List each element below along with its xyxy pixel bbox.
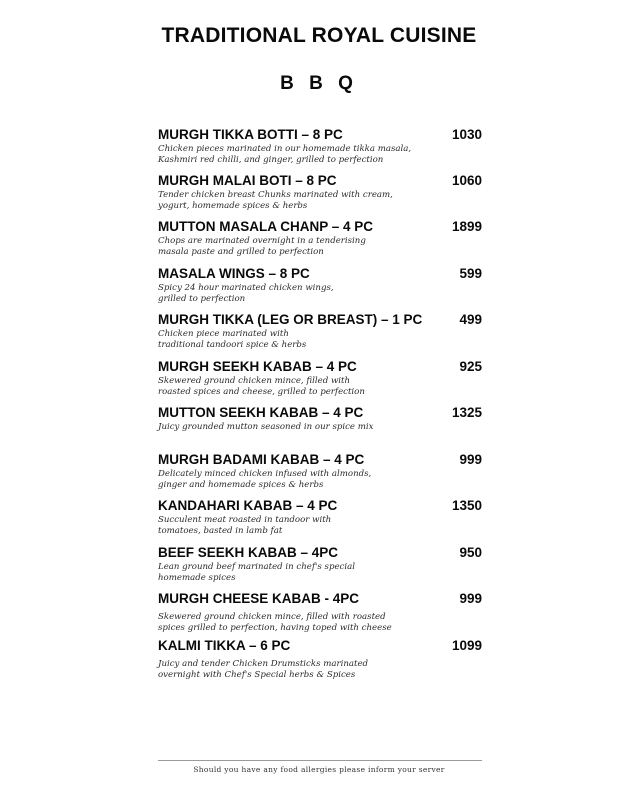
menu-item-price: 499 <box>459 312 482 327</box>
menu-item-description: Spicy 24 hour marinated chicken wings, grilled to perfection <box>158 283 334 304</box>
menu-item-price: 599 <box>459 266 482 281</box>
menu-item-price: 1030 <box>451 127 482 142</box>
menu-item <box>158 266 482 305</box>
menu-item-name: BEEF SEEKH KABAB – 4PC <box>158 545 339 560</box>
menu-item-name: MURGH CHEESE KABAB - 4PC <box>158 591 360 606</box>
menu-item-description: Chicken piece marinated with traditional tandoori spice & herbs <box>158 329 307 350</box>
menu-item <box>158 498 482 537</box>
menu-item-price: 1899 <box>451 219 482 234</box>
menu-item-name: MASALA WINGS – 8 PC <box>158 266 310 281</box>
menu-item-description: Skewered ground chicken mince, filled with roasted spices grilled to perfection, having toped with cheese <box>158 612 392 633</box>
menu-item-name: MURGH TIKKA (LEG OR BREAST) – 1 PC <box>158 312 423 327</box>
menu-item <box>158 219 482 258</box>
menu-item-description: Chicken pieces marinated in our homemade tikka masala, Kashmiri red chilli, and ginger, grilled to perfection <box>158 144 412 165</box>
menu-item-name: MURGH MALAI BOTI – 8 PC <box>158 173 337 188</box>
menu-item-price: 950 <box>459 545 482 560</box>
menu-item-name: MURGH TIKKA BOTTI – 8 PC <box>158 127 343 142</box>
menu-item <box>158 173 482 212</box>
menu-item-description: Lean ground beef marinated in chef's special homemade spices <box>158 562 355 583</box>
menu-item <box>158 312 482 351</box>
menu-item-price: 999 <box>459 452 482 467</box>
menu-item-description: Skewered ground chicken mince, filled with roasted spices and cheese, grilled to perfection <box>158 376 365 397</box>
menu-item-price: 1060 <box>451 173 482 188</box>
menu-item <box>158 638 482 681</box>
menu-item-name: MURGH SEEKH KABAB – 4 PC <box>158 359 357 374</box>
menu-item <box>158 359 482 398</box>
menu-item-description: Chops are marinated overnight in a tenderising masala paste and grilled to perfection <box>158 236 366 257</box>
allergy-note: Should you have any food allergies please inform your server <box>193 765 445 774</box>
menu-item-name: KALMI TIKKA – 6 PC <box>158 638 291 653</box>
menu-item-description: Juicy grounded mutton seasoned in our spice mix <box>158 422 374 432</box>
menu-item-description: Delicately minced chicken infused with almonds, ginger and homemade spices & herbs <box>158 469 372 490</box>
menu-item-name: MUTTON SEEKH KABAB – 4 PC <box>158 405 364 420</box>
menu-item-name: MUTTON MASALA CHANP – 4 PC <box>158 219 374 234</box>
menu-item-description: Succulent meat roasted in tandoor with tomatoes, basted in lamb fat <box>158 515 332 536</box>
section-heading: B B Q <box>280 73 358 94</box>
footer-divider <box>158 760 482 761</box>
menu-item-name: KANDAHARI KABAB – 4 PC <box>158 498 338 513</box>
menu-item-price: 1099 <box>451 638 482 653</box>
menu-item <box>158 452 482 491</box>
menu-item-price: 1350 <box>451 498 482 513</box>
menu-item <box>158 127 482 166</box>
menu-item <box>158 591 482 634</box>
menu-item <box>158 405 482 433</box>
menu-item <box>158 545 482 584</box>
menu-item-price: 999 <box>459 591 482 606</box>
menu-item-price: 1325 <box>451 405 482 420</box>
menu-item-description: Juicy and tender Chicken Drumsticks marinated overnight with Chef's Special herbs & Spices <box>158 659 369 680</box>
menu-item-description: Tender chicken breast Chunks marinated with cream, yogurt, homemade spices & herbs <box>158 190 393 211</box>
page-title: TRADITIONAL ROYAL CUISINE <box>161 24 477 47</box>
menu-item-price: 925 <box>459 359 482 374</box>
menu-item-name: MURGH BADAMI KABAB – 4 PC <box>158 452 365 467</box>
